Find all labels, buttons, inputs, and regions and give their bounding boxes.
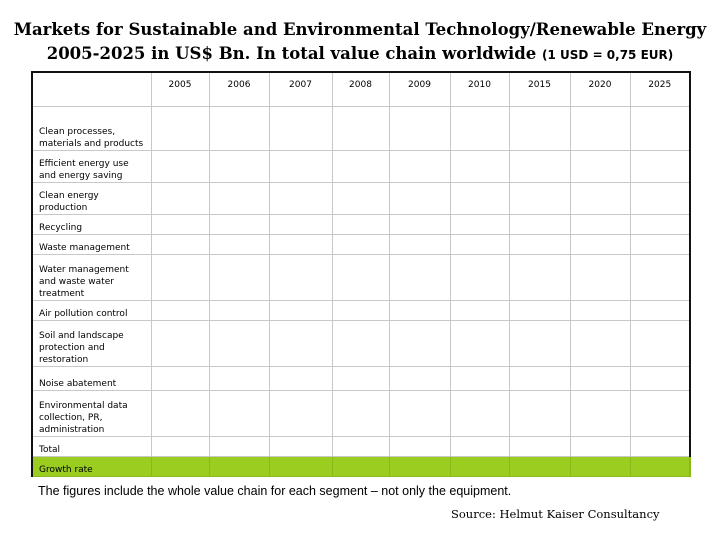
value-cell [209,215,269,235]
value-cell [389,301,450,321]
table-row [32,457,690,477]
value-cell [450,255,509,301]
value-cell [570,367,630,391]
value-cell [269,215,332,235]
value-cell [209,437,269,457]
value-cell [151,183,209,215]
value-cell [450,321,509,367]
value-cell [209,457,269,477]
value-cell [209,367,269,391]
value-cell [509,391,570,437]
table-row [32,321,690,367]
title-line-2 [0,42,720,67]
value-cell [151,321,209,367]
value-chain-note: The figures include the whole value chain for each segment – not only the equipment. [38,484,512,498]
value-cell [509,301,570,321]
table-row [32,107,690,151]
value-cell [570,437,630,457]
year-header: 2009 [389,72,450,107]
value-cell [630,107,690,151]
year-header: 2007 [269,72,332,107]
value-cell [630,301,690,321]
value-cell [509,107,570,151]
value-cell [630,321,690,367]
table-row [32,255,690,301]
value-cell [269,391,332,437]
value-cell [389,235,450,255]
value-cell [151,151,209,183]
year-header: 2015 [509,72,570,107]
year-header: 2020 [570,72,630,107]
value-cell [450,301,509,321]
row-label: Water management and waste water treatment [32,255,151,301]
value-cell [332,437,389,457]
value-cell [151,235,209,255]
value-cell [269,321,332,367]
title-block [0,18,720,67]
value-cell [151,367,209,391]
value-cell [389,367,450,391]
value-cell [570,215,630,235]
value-cell [269,367,332,391]
value-cell [151,107,209,151]
value-cell [151,391,209,437]
value-cell [389,391,450,437]
value-cell [450,437,509,457]
value-cell [209,391,269,437]
year-header: 2008 [332,72,389,107]
title-line-2-text: 2005-2025 in US$ Bn. In total value chain worldwide [46,44,537,63]
value-cell [332,457,389,477]
value-cell [332,391,389,437]
value-cell [332,255,389,301]
value-cell [630,437,690,457]
value-cell [450,391,509,437]
value-cell [209,321,269,367]
value-cell [450,235,509,255]
value-cell [570,255,630,301]
value-cell [450,457,509,477]
value-cell [332,235,389,255]
row-label: Soil and landscape protection and restoration [32,321,151,367]
table-row [32,235,690,255]
value-cell [389,457,450,477]
value-cell [450,215,509,235]
value-cell [269,255,332,301]
row-label: Air pollution control [32,301,151,321]
year-header: 2010 [450,72,509,107]
value-cell [209,235,269,255]
value-cell [151,457,209,477]
value-cell [389,255,450,301]
value-cell [269,301,332,321]
value-cell [151,301,209,321]
value-cell [332,183,389,215]
value-cell [389,437,450,457]
value-cell [450,367,509,391]
value-cell [630,235,690,255]
value-cell [332,367,389,391]
year-header: 2006 [209,72,269,107]
value-cell [509,367,570,391]
value-cell [630,215,690,235]
table-row [32,437,690,457]
value-cell [269,183,332,215]
value-cell [509,321,570,367]
value-cell [389,151,450,183]
value-cell [630,183,690,215]
value-cell [450,107,509,151]
source-credit: Source: Helmut Kaiser Consultancy [451,507,660,521]
value-cell [332,321,389,367]
table-row [32,215,690,235]
row-label: Growth rate [32,457,151,477]
table-row [32,367,690,391]
table-row [32,391,690,437]
value-cell [269,107,332,151]
value-cell [509,437,570,457]
value-cell [509,457,570,477]
table-row [32,183,690,215]
row-label: Noise abatement [32,367,151,391]
value-cell [269,235,332,255]
value-cell [389,321,450,367]
year-header-row [32,72,690,107]
value-cell [151,437,209,457]
value-cell [570,151,630,183]
value-cell [151,255,209,301]
value-cell [151,215,209,235]
row-label: Waste management [32,235,151,255]
table-row [32,151,690,183]
row-label: Environmental data collection, PR, administration [32,391,151,437]
value-cell [570,235,630,255]
value-cell [570,183,630,215]
value-cell [630,391,690,437]
row-label: Recycling [32,215,151,235]
value-cell [209,107,269,151]
value-cell [509,235,570,255]
value-cell [450,183,509,215]
table-body [32,107,690,477]
value-cell [209,301,269,321]
header-corner [32,72,151,107]
value-cell [630,151,690,183]
value-cell [630,367,690,391]
row-label: Total [32,437,151,457]
value-cell [269,457,332,477]
value-cell [332,301,389,321]
value-cell [630,457,690,477]
value-cell [509,183,570,215]
row-label: Clean energy production [32,183,151,215]
year-header: 2025 [630,72,690,107]
row-label: Clean processes, materials and products [32,107,151,151]
value-cell [509,255,570,301]
value-cell [209,151,269,183]
value-cell [332,151,389,183]
value-cell [332,107,389,151]
year-header: 2005 [151,72,209,107]
exchange-rate-note: (1 USD = 0,75 EUR) [542,48,674,62]
value-cell [509,151,570,183]
value-cell [450,151,509,183]
value-cell [570,301,630,321]
value-cell [209,183,269,215]
row-label: Efficient energy use and energy saving [32,151,151,183]
value-cell [570,321,630,367]
value-cell [509,215,570,235]
value-cell [269,437,332,457]
table-row [32,301,690,321]
value-cell [570,107,630,151]
value-cell [332,215,389,235]
value-cell [269,151,332,183]
value-cell [389,215,450,235]
value-cell [570,457,630,477]
value-cell [389,107,450,151]
value-cell [389,183,450,215]
value-cell [630,255,690,301]
value-cell [209,255,269,301]
title-line-1: Markets for Sustainable and Environmental Technology/Renewable Energy [13,20,707,39]
market-table [31,71,691,477]
value-cell [570,391,630,437]
